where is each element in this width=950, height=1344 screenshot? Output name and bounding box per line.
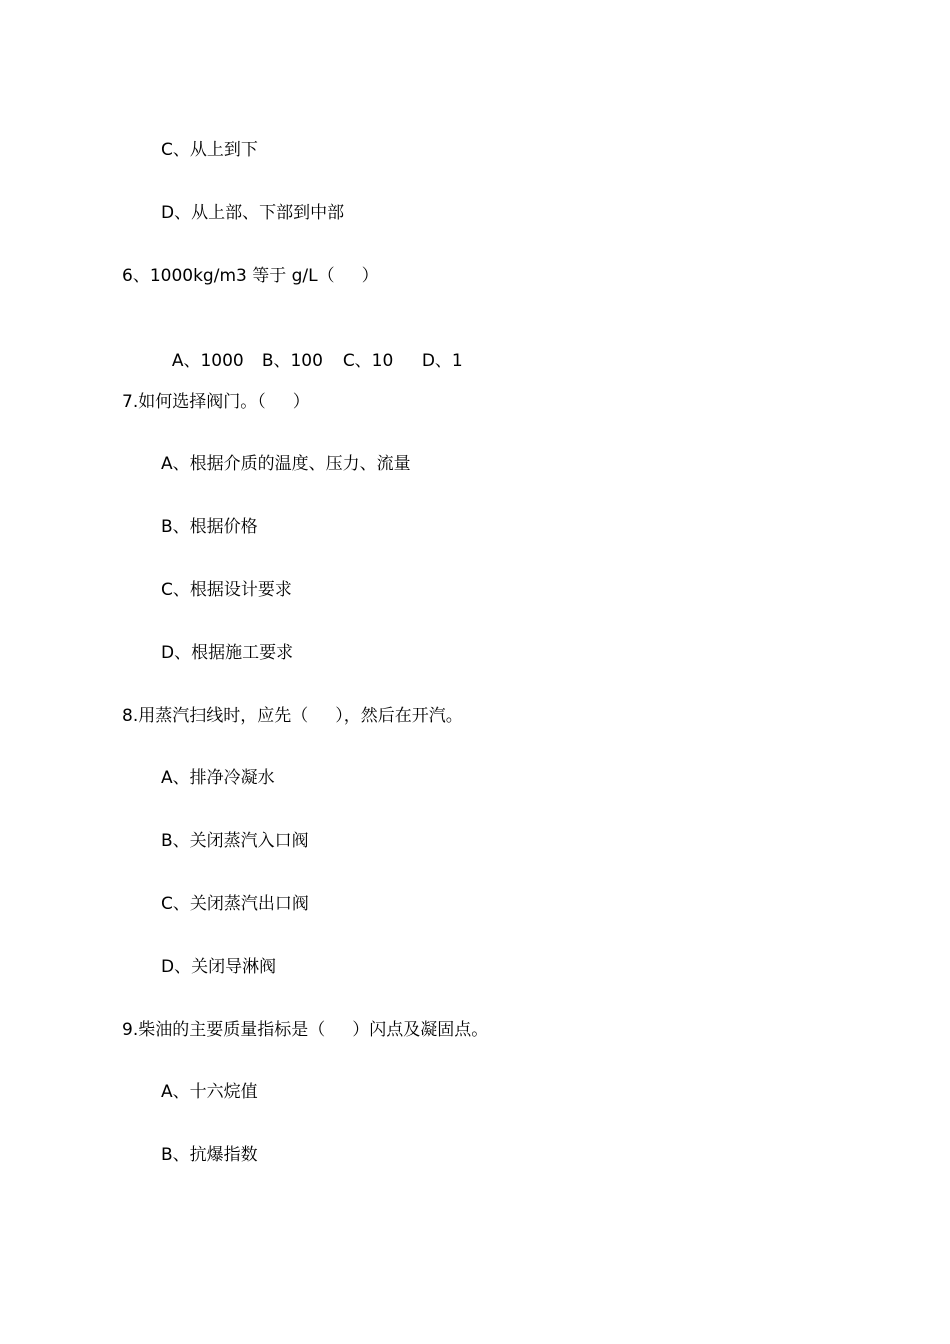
q7-option-a: A、根据介质的温度、压力、流量: [161, 454, 411, 474]
q8-option-c: C、关闭蒸汽出口阀: [161, 894, 309, 914]
q6-option-b: B、100: [261, 351, 323, 371]
question-8: 8.用蒸汽扫线时，应先（ ），然后在开汽。: [122, 706, 463, 726]
question-7: 7.如何选择阀门。（ ）: [122, 392, 310, 412]
q7-option-c: C、根据设计要求: [161, 580, 292, 600]
q9-option-a: A、十六烷值: [161, 1082, 258, 1102]
q6-option-a: A、1000: [171, 351, 244, 371]
q9-option-b: B、抗爆指数: [161, 1145, 258, 1165]
q6-option-d: D、1: [421, 351, 463, 371]
q8-option-b: B、关闭蒸汽入口阀: [161, 831, 309, 851]
q6-option-c: C、10: [342, 351, 394, 371]
question-6: 6、1000kg/m3 等于 g/L（ ）: [122, 266, 379, 286]
q8-option-a: A、排净冷凝水: [161, 768, 275, 788]
q7-option-d: D、根据施工要求: [161, 643, 294, 663]
q7-option-b: B、根据价格: [161, 517, 258, 537]
q5-option-d: D、从上部、下部到中部: [161, 203, 345, 223]
question-9: 9.柴油的主要质量指标是（ ）闪点及凝固点。: [122, 1020, 489, 1040]
q6-options: [161, 328, 463, 372]
q8-option-d: D、关闭导淋阀: [161, 957, 277, 977]
q5-option-c: C、从上到下: [161, 140, 258, 160]
